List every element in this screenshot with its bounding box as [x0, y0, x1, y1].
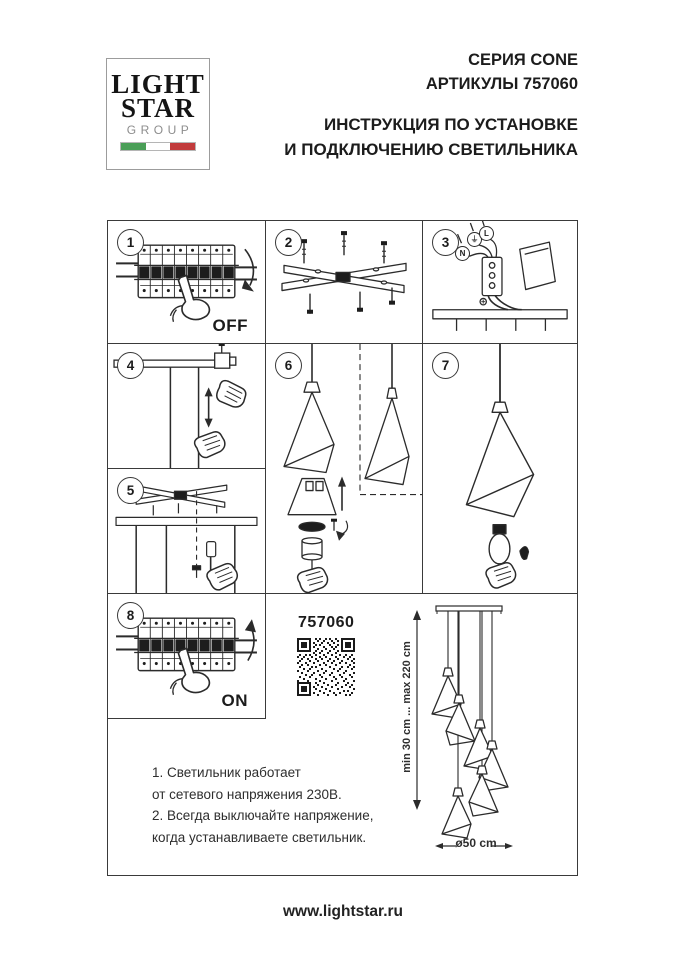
step-number-badge: 2: [275, 229, 302, 256]
step-panel-3: [423, 221, 577, 344]
step-number-badge: 8: [117, 602, 144, 629]
qr-code: [297, 638, 355, 696]
step-panel-5: [108, 469, 266, 594]
document-header: [284, 48, 578, 162]
diameter-label: ø50 cm: [455, 836, 497, 850]
step-panel-2: [266, 221, 423, 344]
step-number-badge: 7: [432, 352, 459, 379]
logo-word-group: GROUP: [126, 123, 194, 137]
logo-word-star: STAR: [120, 93, 196, 123]
note-line: когда устанавливаете светильник.: [152, 829, 367, 845]
step-panel-7: [423, 344, 577, 594]
website-url: www.lightstar.ru: [283, 903, 403, 920]
product-summary-section: [108, 594, 577, 875]
lightstar-logo: [106, 58, 210, 170]
note-line: 1. Светильник работает: [152, 765, 301, 780]
instruction-grid: [107, 220, 578, 876]
article-number: 757060: [298, 614, 355, 631]
doc-title-line1: ИНСТРУКЦИЯ ПО УСТАНОВКЕ: [323, 115, 578, 134]
wire-label-line: L: [479, 226, 494, 241]
height-range-label: min 30 cm ... max 220 cm: [401, 641, 413, 773]
step-number-badge: 3: [432, 229, 459, 256]
step-panel-6: [266, 344, 423, 594]
article-number-header: АРТИКУЛЫ 757060: [425, 75, 578, 93]
doc-title-line2: И ПОДКЛЮЧЕНИЮ СВЕТИЛЬНИКА: [284, 140, 578, 159]
wire-label-earth: ⏚: [467, 232, 482, 247]
italian-flag-icon: [120, 142, 196, 151]
step-number-badge: 5: [117, 477, 144, 504]
shade-assembly-illustration: [266, 344, 422, 593]
step-panel-1: [108, 221, 266, 344]
pendant-dimension-drawing: [404, 598, 579, 860]
logo-word-light: LIGHT: [111, 69, 205, 99]
note-line: от сетевого напряжения 230В.: [152, 786, 342, 802]
note-line: 2. Всегда выключайте напряжение,: [152, 808, 374, 823]
power-off-label: OFF: [212, 316, 248, 335]
step-panel-4: [108, 344, 266, 469]
power-on-label: ON: [221, 691, 248, 710]
step-number-badge: 4: [117, 352, 144, 379]
series-name: СЕРИЯ CONE: [468, 51, 578, 69]
step-number-badge: 1: [117, 229, 144, 256]
bulb-install-illustration: [423, 344, 577, 593]
step-number-badge: 6: [275, 352, 302, 379]
safety-notes: [152, 762, 373, 848]
step-panel-8: [108, 594, 266, 719]
wire-label-neutral: N: [455, 246, 470, 261]
